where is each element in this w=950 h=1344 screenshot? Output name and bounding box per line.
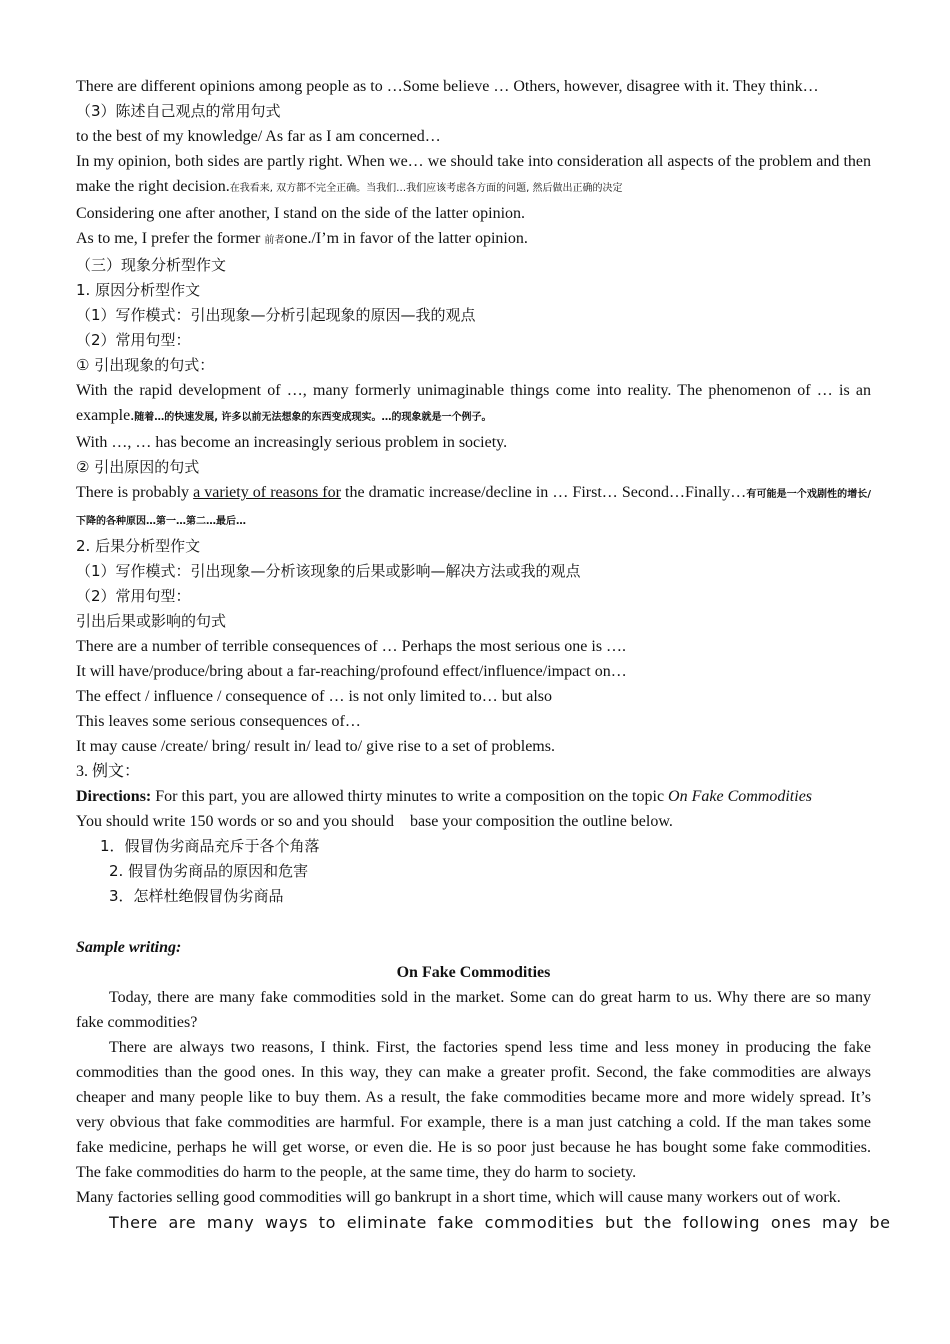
section-heading: （三）现象分析型作文 xyxy=(76,256,227,274)
text-line: to the best of my knowledge/ As far as I am concerned… xyxy=(76,128,441,145)
essay-paragraph: Many factories selling good commodities will go bankrupt in a short time, which will cause many workers out of work. xyxy=(76,1189,841,1206)
outline-item: 3．怎样杜绝假冒伪劣商品 xyxy=(109,887,284,905)
chinese-note: 在我看来, 双方都不完全正确。当我们…我们应该考虑各方面的问题, 然后做出正确的决定 xyxy=(229,183,623,194)
text-paragraph: With the rapid development of …, many formerly unimaginable things come into reality. The phenomenon of … is an example.随着…的快速发展, 许多以前无法想象的东西变成现实。…的现象就是一个例子。 xyxy=(76,382,871,424)
text-line: The effect / influence / consequence of … is not only limited to… but also xyxy=(76,688,553,705)
text-line: （1）写作模式：引出现象—分析该现象的后果或影响—解决方法或我的观点 xyxy=(76,562,581,580)
outline-item: 2. 假冒伪劣商品的原因和危害 xyxy=(109,862,309,880)
text-line: You should write 150 words or so and you should base your composition the outline below. xyxy=(76,813,673,830)
underlined-phrase: a variety of reasons for xyxy=(193,484,341,501)
text-paragraph: There is probably a variety of reasons for the dramatic increase/decline in … First… Second…Finally…有可能是一个戏剧性的增长/下降的各种原因…第一…第二…最后… xyxy=(76,484,872,527)
text-line: （2）常用句型： xyxy=(76,331,191,349)
text-line: This leaves some serious consequences of… xyxy=(76,713,361,730)
text-line: 引出后果或影响的句式 xyxy=(76,612,227,630)
text-line: Considering one after another, I stand on the side of the latter opinion. xyxy=(76,205,526,222)
text-line: There are different opinions among people as to …Some believe … Others, however, disagree with it. They think… xyxy=(76,78,819,95)
chinese-note: 前者 xyxy=(264,235,285,246)
text-line: It may cause /create/ bring/ result in/ lead to/ give rise to a set of problems. xyxy=(76,738,555,755)
essay-paragraph: Today, there are many fake commodities sold in the market. Some can do great harm to us. Why there are so many fake commodities? xyxy=(76,989,871,1031)
heading-3: （3）陈述自己观点的常用句式 xyxy=(76,102,281,120)
text-line: （2）常用句型： xyxy=(76,587,191,605)
essay-paragraph: There are many ways to eliminate fake commodities but the following ones may be xyxy=(109,1213,891,1232)
text-line: ① 引出现象的句式： xyxy=(76,356,215,374)
spacer xyxy=(76,909,871,935)
text-line: As to me, I prefer the former 前者one./I’m in favor of the latter opinion. xyxy=(76,230,528,247)
directions: Directions: For this part, you are allowed thirty minutes to write a composition on the topic On Fake Commodities xyxy=(76,788,813,805)
chinese-note: 有可能是一个戏剧性的增长/下降的各种原因…第一…第二…最后… xyxy=(76,489,872,527)
text-line: With …, … has become an increasingly serious problem in society. xyxy=(76,434,508,451)
chinese-note: 随着…的快速发展, 许多以前无法想象的东西变成现实。…的现象就是一个例子。 xyxy=(134,412,492,423)
subsection-heading: 2. 后果分析型作文 xyxy=(76,537,201,555)
subsection-heading: 1. 原因分析型作文 xyxy=(76,281,201,299)
document-page xyxy=(76,74,891,1235)
text-line: It will have/produce/bring about a far-reaching/profound effect/influence/impact on… xyxy=(76,663,627,680)
outline-item: 1．假冒伪劣商品充斥于各个角落 xyxy=(100,837,320,855)
sample-label: Sample writing: xyxy=(76,939,182,956)
text-paragraph: In my opinion, both sides are partly right. When we… we should take into consideration all aspects of the problem and then make the right decision.在我看来, 双方都不完全正确。当我们…我们应该考虑各方面的问题, 然后做出正确的决定 xyxy=(76,153,871,195)
essay-paragraph: There are always two reasons, I think. First, the factories spend less time and less money in producing the fake commodities than the good ones. In this way, they can make a greater profit. Second, the fake commodities are always cheaper and many people like to buy them. As a result, the fake commodities became more and more widely spread. It’s very obvious that fake commodities are harmful. For example, there is a man just catching a cold. If the man takes some fake medicine, perhaps he will get worse, or even die. He is so poor just because he has bought some fake commodities. The fake commodities do harm to the people, at the same time, they do harm to society. xyxy=(76,1039,871,1181)
text-line: （1）写作模式：引出现象—分析引起现象的原因—我的观点 xyxy=(76,306,476,324)
essay-title: On Fake Commodities xyxy=(396,964,551,981)
subsection-heading: 3. 例文： xyxy=(76,763,141,780)
text-line: There are a number of terrible consequences of … Perhaps the most serious one is …. xyxy=(76,638,627,655)
text-line: ② 引出原因的句式 xyxy=(76,458,200,476)
